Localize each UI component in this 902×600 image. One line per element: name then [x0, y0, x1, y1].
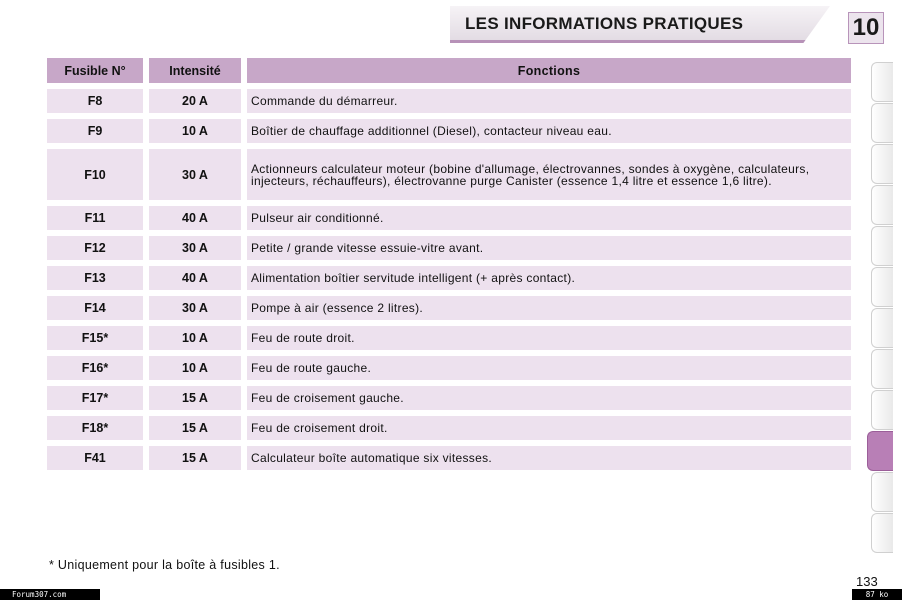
fuse-function: Commande du démarreur. [247, 89, 851, 113]
fuse-number: F9 [47, 119, 143, 143]
fuse-function: Alimentation boîtier servitude intelligent (+ après contact). [247, 266, 851, 290]
table-row [47, 416, 851, 440]
fuse-amperage: 40 A [149, 266, 241, 290]
header-fuse: Fusible N° [47, 58, 143, 83]
fuse-function: Boîtier de chauffage additionnel (Diesel), contacteur niveau eau. [247, 119, 851, 143]
table-row [47, 119, 851, 143]
table-row [47, 386, 851, 410]
fuse-amperage: 10 A [149, 326, 241, 350]
fuse-function: Feu de route droit. [247, 326, 851, 350]
fuse-number: F41 [47, 446, 143, 470]
footnote: * Uniquement pour la boîte à fusibles 1. [49, 558, 280, 572]
chapter-tab[interactable] [871, 226, 893, 266]
table-row [47, 236, 851, 260]
fuse-amperage: 40 A [149, 206, 241, 230]
fuse-amperage: 30 A [149, 296, 241, 320]
fuse-number: F18* [47, 416, 143, 440]
fuse-function: Petite / grande vitesse essuie-vitre avant. [247, 236, 851, 260]
fuse-amperage: 30 A [149, 149, 241, 200]
chapter-tab[interactable] [871, 144, 893, 184]
fuse-function: Actionneurs calculateur moteur (bobine d'allumage, électrovannes, sondes à oxygène, calculateurs, injecteurs, réchauffeurs), électrovanne purge Canister (essence 1,4 litre et essence 1,6 litre). [247, 149, 851, 200]
fuse-amperage: 15 A [149, 386, 241, 410]
fuse-amperage: 10 A [149, 119, 241, 143]
chapter-tab[interactable] [871, 349, 893, 389]
fuse-number: F16* [47, 356, 143, 380]
chapter-tabs [871, 62, 893, 554]
header-functions: Fonctions [247, 58, 851, 83]
fuse-function: Pulseur air conditionné. [247, 206, 851, 230]
chapter-tab[interactable] [871, 62, 893, 102]
table-row [47, 356, 851, 380]
fuse-number: F12 [47, 236, 143, 260]
table-row [47, 266, 851, 290]
footer-size: 87 ko [852, 589, 902, 600]
fuse-number: F15* [47, 326, 143, 350]
chapter-tab[interactable] [871, 185, 893, 225]
chapter-tab-active[interactable] [867, 431, 893, 471]
table-row [47, 296, 851, 320]
fuse-amperage: 20 A [149, 89, 241, 113]
header-intensity: Intensité [149, 58, 241, 83]
fuse-number: F11 [47, 206, 143, 230]
table-row [47, 149, 851, 200]
fuse-function: Feu de croisement gauche. [247, 386, 851, 410]
fuse-function: Feu de croisement droit. [247, 416, 851, 440]
footer-source: Forum307.com [0, 589, 100, 600]
chapter-tab[interactable] [871, 390, 893, 430]
fuse-function: Calculateur boîte automatique six vitesses. [247, 446, 851, 470]
fuse-table [47, 58, 851, 476]
page-number: 133 [856, 574, 878, 589]
table-row [47, 446, 851, 470]
fuse-amperage: 10 A [149, 356, 241, 380]
chapter-number: 10 [848, 12, 884, 44]
chapter-tab[interactable] [871, 308, 893, 348]
chapter-tab[interactable] [871, 513, 893, 553]
fuse-function: Feu de route gauche. [247, 356, 851, 380]
fuse-number: F17* [47, 386, 143, 410]
table-row [47, 326, 851, 350]
fuse-amperage: 30 A [149, 236, 241, 260]
page-title: LES INFORMATIONS PRATIQUES [465, 14, 744, 33]
fuse-function: Pompe à air (essence 2 litres). [247, 296, 851, 320]
fuse-number: F8 [47, 89, 143, 113]
fuse-amperage: 15 A [149, 416, 241, 440]
chapter-tab[interactable] [871, 472, 893, 512]
fuse-number: F10 [47, 149, 143, 200]
fuse-amperage: 15 A [149, 446, 241, 470]
table-header-row [47, 58, 851, 83]
table-row [47, 206, 851, 230]
chapter-tab[interactable] [871, 267, 893, 307]
fuse-number: F14 [47, 296, 143, 320]
fuse-number: F13 [47, 266, 143, 290]
table-row [47, 89, 851, 113]
chapter-tab[interactable] [871, 103, 893, 143]
